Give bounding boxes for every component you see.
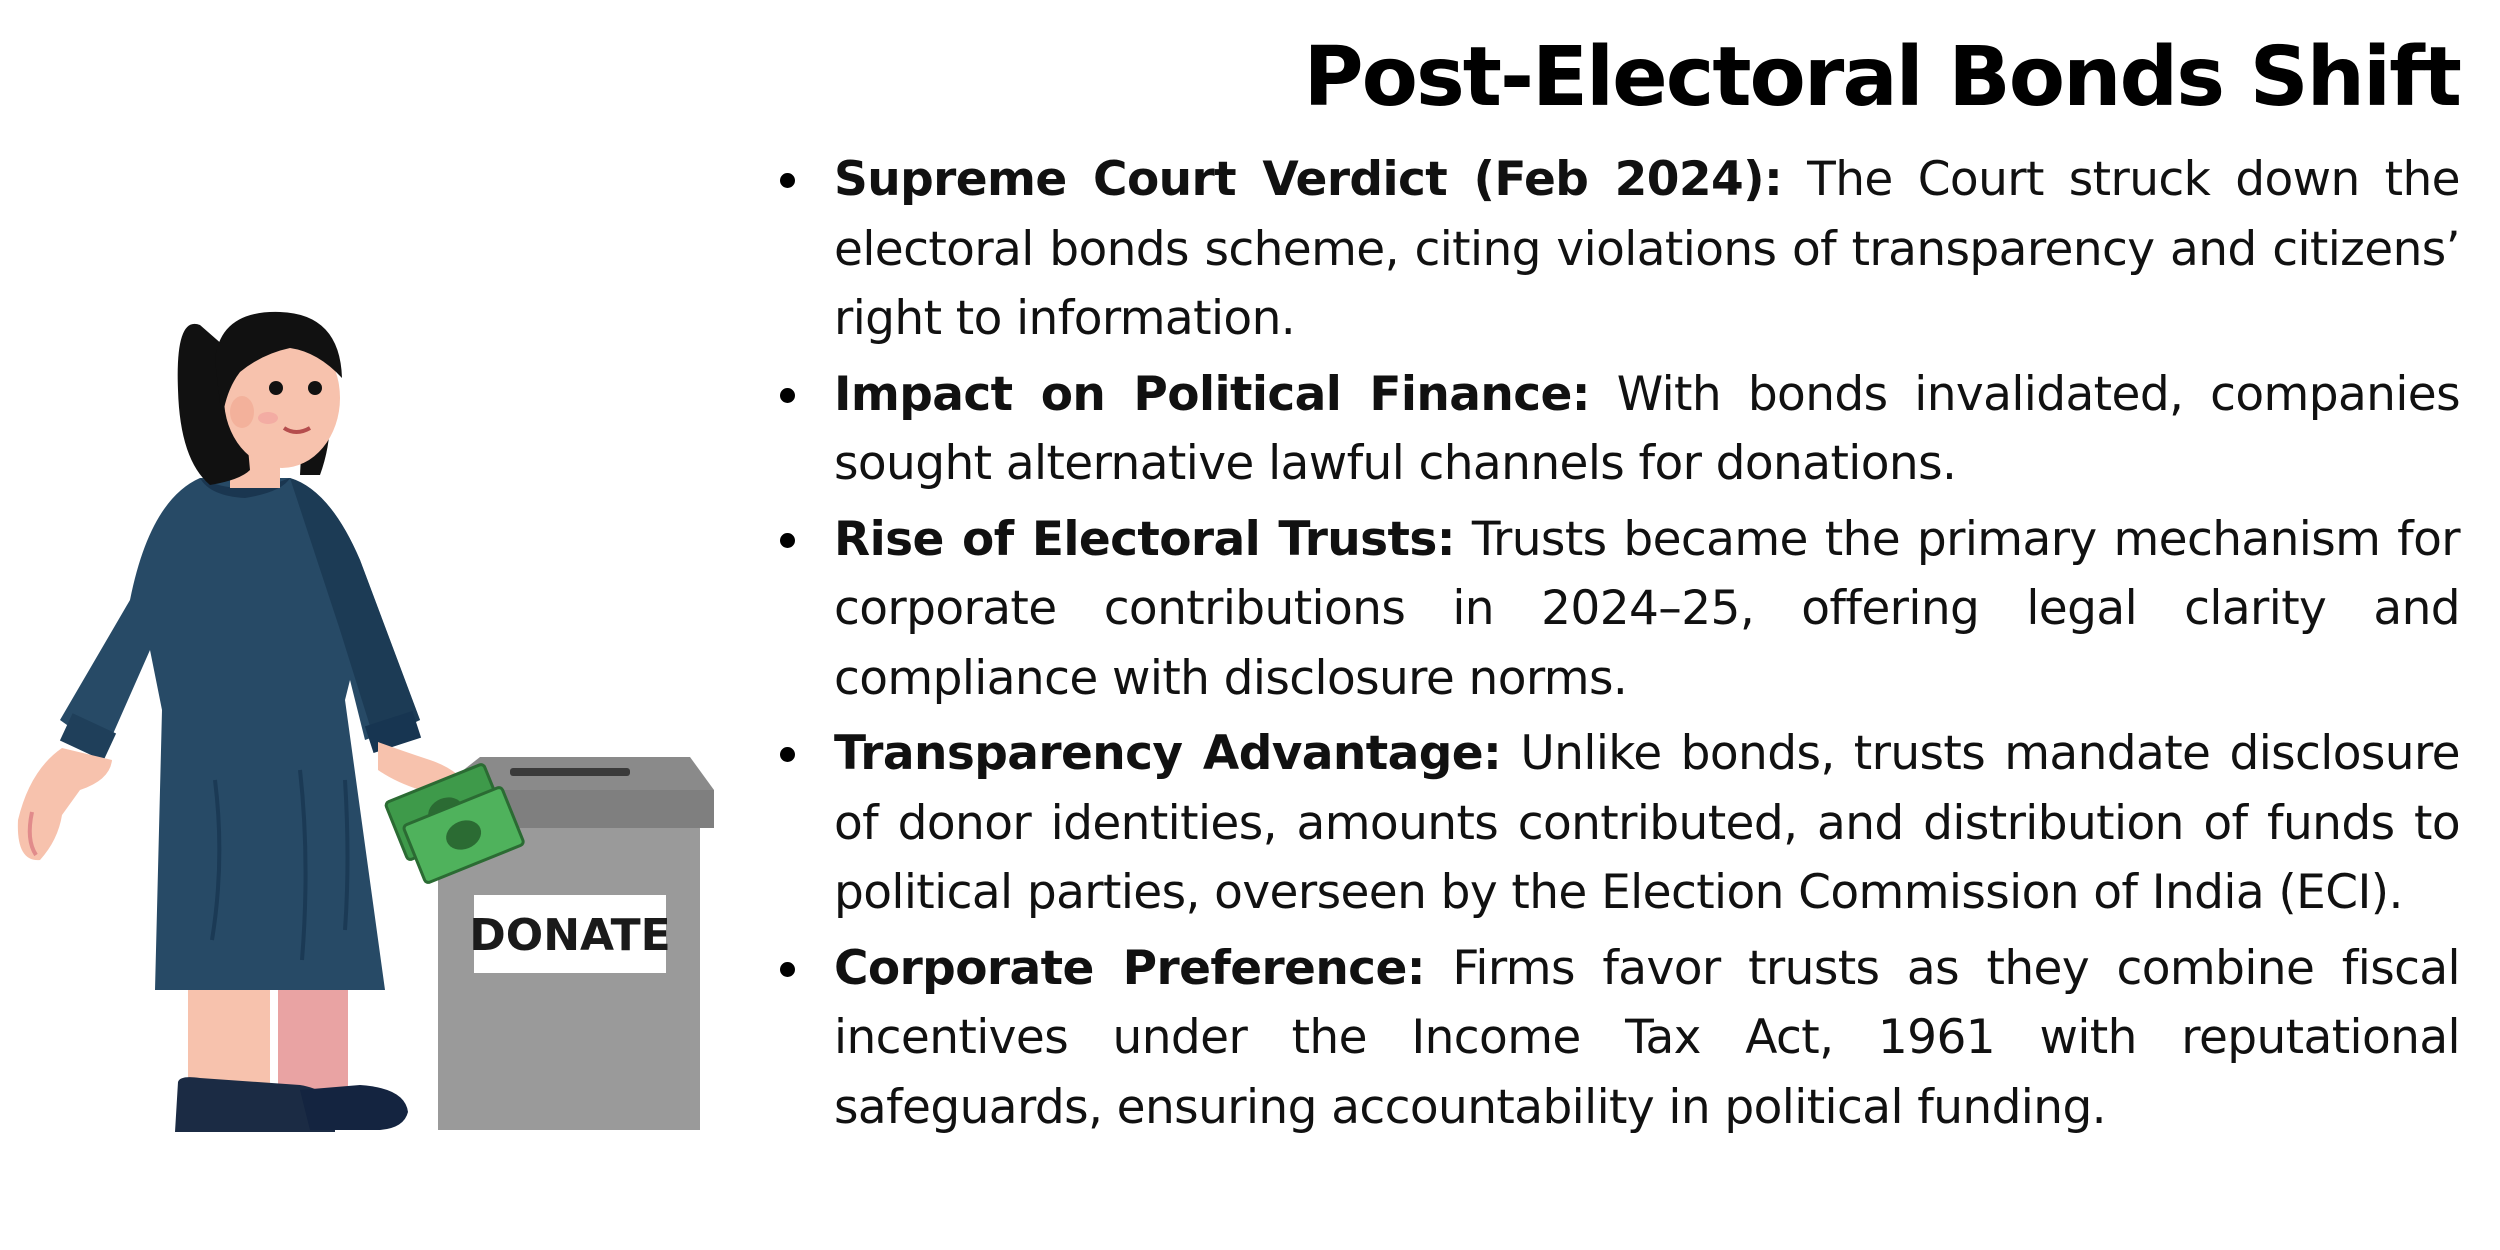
- bullet-item: [770, 934, 2460, 1143]
- ballot-box-slot: [510, 768, 630, 776]
- bullet-text: The Court struck down the electoral bonds scheme, citing violations of transparency and citizens’ right to information.: [834, 152, 2460, 346]
- bullet-text: With bonds invalidated, companies sought alternative lawful channels for donations.: [834, 366, 2460, 491]
- page-title: Post-Electoral Bonds Shift: [1303, 30, 2460, 125]
- bullet-text: Trusts became the primary mechanism for corporate contributions in 2024–25, offering legal clarity and compliance with disclosure norms.: [834, 511, 2460, 706]
- bullet-item: [770, 145, 2460, 354]
- bullet-item: [770, 360, 2460, 499]
- ear: [230, 396, 254, 428]
- bullet-text: Unlike bonds, trusts mandate disclosure of donor identities, amounts contributed, and distribution of funds to political parties, overseen by the Election Commission of India (ECI).: [834, 726, 2460, 920]
- bullet-heading: Corporate Preference:: [834, 940, 1425, 996]
- bullet-item: [770, 505, 2460, 714]
- donate-label: DONATE: [469, 910, 671, 961]
- bullet-heading: Rise of Electoral Trusts:: [834, 511, 1455, 567]
- bullet-heading: Supreme Court Verdict (Feb 2024):: [834, 152, 1783, 207]
- right-shoe: [300, 1085, 408, 1130]
- donation-illustration: [0, 0, 740, 1250]
- bullet-text: Firms favor trusts as they combine fiscal incentives under the Income Tax Act, 1961 with reputational safeguards, ensuring accountability in political funding.: [834, 940, 2460, 1135]
- bullet-heading: Impact on Political Finance:: [834, 366, 1591, 422]
- dress: [60, 478, 421, 990]
- cheek: [258, 412, 278, 424]
- bullet-list: [770, 145, 2460, 1148]
- woman-donating-illustration: [0, 0, 740, 1250]
- ballot-box-body: [438, 820, 700, 1130]
- right-eye: [308, 381, 322, 395]
- left-eye: [269, 381, 283, 395]
- bullet-heading: Transparency Advantage:: [834, 726, 1502, 781]
- bullet-item: [770, 719, 2460, 928]
